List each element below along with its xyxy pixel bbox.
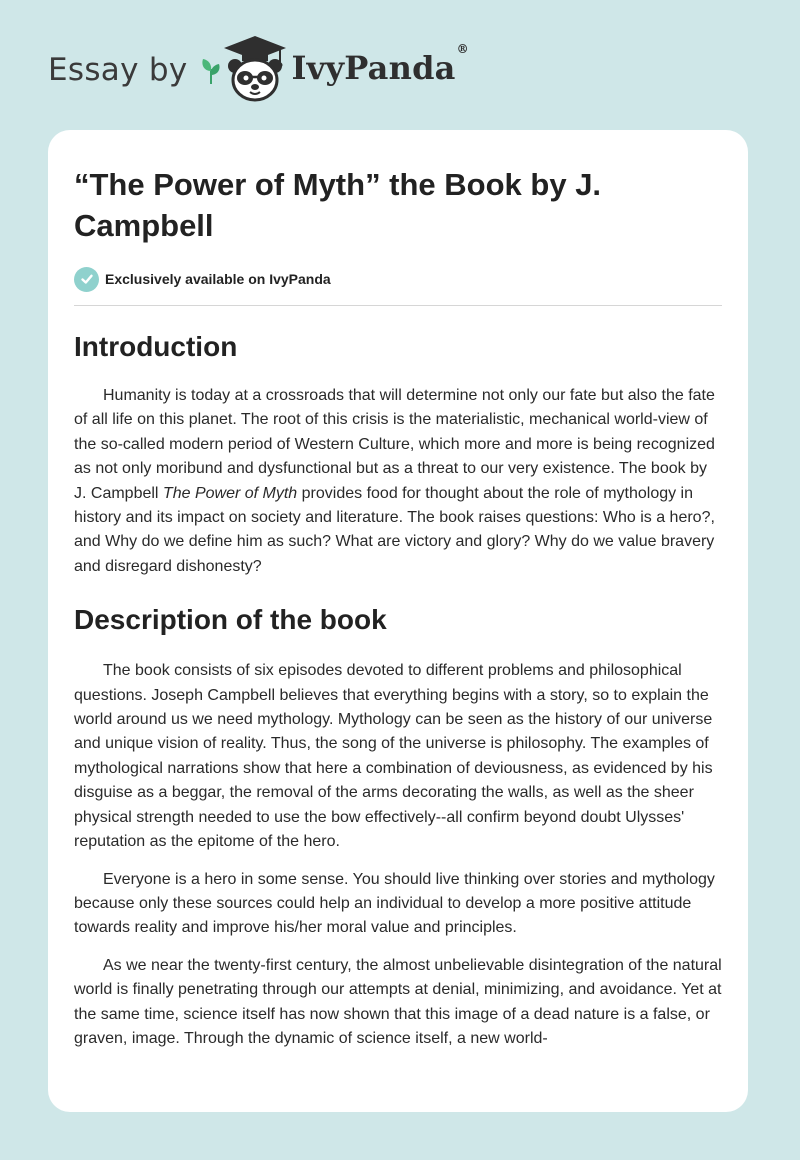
site-header [48, 30, 469, 110]
paragraph: Humanity is today at a crossroads that will determine not only our fate but also the fate of all life on this planet. The root of this crisis is the materialistic, mechanical world-view of the so-called modern period of Western Culture, which more and more is being recognized as not only moribund and dysfunctional but as a threat to our very existence. The book by J. Campbell The Power of Myth provides food for thought about the role of mythology in history and its impact on society and literature. The book raises questions: Who is a hero?, and Why do we define him as such? What are victory and glory? Why do we value bravery and disregard dishonesty? [74, 387, 715, 575]
paragraph: The book consists of six episodes devoted to different problems and philosophical questions. Joseph Campbell believes that everything begins with a story, so to explain the world around us we need mythology. Mythology can be seen as the history of our universe and unique vision of reality. Thus, the song of the universe is philosophy. The examples of mythological narrations show that here a combination of deviousness, as evidenced by his disguise as a beggar, the removal of the arms decorating the walls, as well as the sheer physical strength needed to use the bow effectively--all confirm beyond doubt Ulysses' reputation as the epitome of the hero. [74, 662, 713, 851]
paragraph: As we near the twenty-first century, the almost unbelievable disintegration of the natural world is finally penetrating through our attempts at denial, minimizing, and avoidance. Yet at the same time, science itself has now shown that this image of a dead nature is a false, or graven, image. Through the dynamic of science itself, a new world- [74, 956, 722, 1047]
exclusive-text: Exclusively available on IvyPanda [105, 271, 331, 287]
ivy-leaf-icon [200, 55, 222, 85]
check-icon [74, 267, 99, 292]
panda-graduate-icon [222, 34, 288, 106]
section-heading-description: Description of the book [74, 604, 387, 636]
essay-title: “The Power of Myth” the Book by J. Campbell [74, 167, 602, 243]
exclusive-badge [74, 266, 722, 292]
brand-name: IvyPanda® [291, 42, 469, 87]
essay-card [48, 130, 748, 1112]
section-heading-introduction: Introduction [74, 331, 238, 362]
ivypanda-logo[interactable] [200, 34, 469, 106]
essay-by-label: Essay by [48, 52, 188, 88]
divider [74, 305, 722, 306]
paragraph: Everyone is a hero in some sense. You should live thinking over stories and mythology because only these sources could help an individual to develop a more positive attitude towards reality and improve his/her moral value and principles. [74, 870, 715, 937]
